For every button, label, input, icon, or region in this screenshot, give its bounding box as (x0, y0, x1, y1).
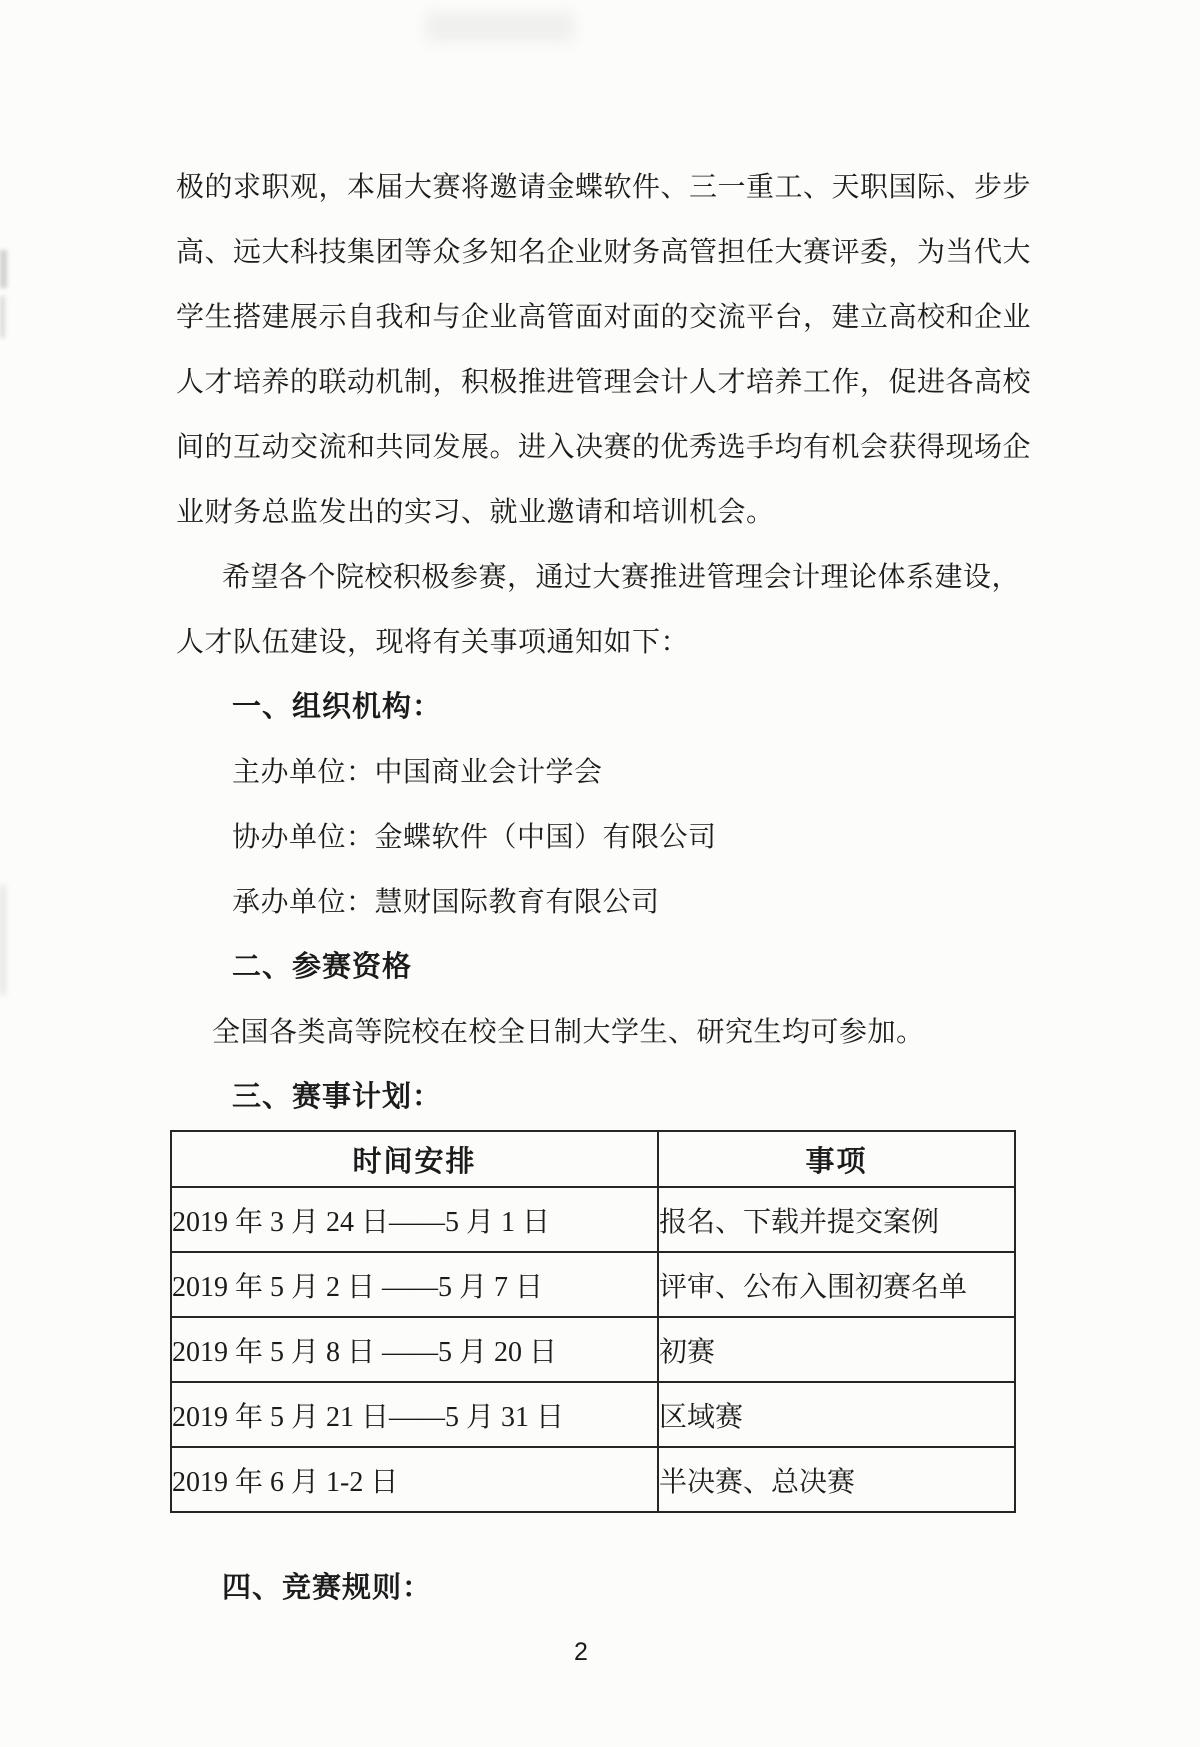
table-row (171, 1187, 1015, 1252)
section-heading-eligibility: 二、参赛资格 (232, 951, 413, 983)
section-heading-rules: 四、竞赛规则： (222, 1572, 433, 1604)
organizer-cohost: 协办单位：金蝶软件（中国）有限公司 (232, 822, 717, 853)
organizer-undertaker: 承办单位：慧财国际教育有限公司 (232, 887, 660, 918)
table-cell-time: 2019 年 3 月 24 日——5 月 1 日 (171, 1187, 658, 1252)
table-cell-event: 半决赛、总决赛 (658, 1447, 1015, 1512)
paragraph-line: 极的求职观，本届大赛将邀请金蝶软件、三一重工、天职国际、步步 (176, 172, 1032, 203)
table-cell-time: 2019 年 5 月 2 日 ——5 月 7 日 (171, 1252, 658, 1317)
scan-artifact (425, 12, 575, 42)
section-heading-organization: 一、组织机构： (232, 691, 443, 723)
table-row (171, 1382, 1015, 1447)
table-row (171, 1252, 1015, 1317)
table-cell-event: 初赛 (658, 1317, 1015, 1382)
table-header-row (171, 1131, 1015, 1187)
schedule-table (170, 1130, 1016, 1513)
table-row (171, 1317, 1015, 1382)
paragraph-line: 业财务总监发出的实习、就业邀请和培训机会。 (176, 497, 775, 528)
paragraph-line: 高、远大科技集团等众多知名企业财务高管担任大赛评委，为当代大 (176, 237, 1032, 268)
table-cell-event: 报名、下载并提交案例 (658, 1187, 1015, 1252)
paragraph-line: 人才培养的联动机制，积极推进管理会计人才培养工作，促进各高校 (176, 367, 1032, 398)
organizer-host: 主办单位：中国商业会计学会 (232, 757, 603, 788)
paragraph-line: 学生搭建展示自我和与企业高管面对面的交流平台，建立高校和企业 (176, 302, 1032, 333)
table-header-event: 事项 (658, 1131, 1015, 1187)
table-cell-event: 评审、公布入围初赛名单 (658, 1252, 1015, 1317)
paragraph-line: 人才队伍建设，现将有关事项通知如下： (176, 627, 690, 658)
table-row (171, 1447, 1015, 1512)
paragraph-line: 希望各个院校积极参赛，通过大赛推进管理会计理论体系建设， (222, 562, 1021, 593)
eligibility-text: 全国各类高等院校在校全日制大学生、研究生均可参加。 (212, 1017, 925, 1048)
table-cell-event: 区域赛 (658, 1382, 1015, 1447)
table-cell-time: 2019 年 5 月 21 日——5 月 31 日 (171, 1382, 658, 1447)
paragraph-line: 间的互动交流和共同发展。进入决赛的优秀选手均有机会获得现场企 (176, 432, 1032, 463)
document-body (0, 155, 1031, 1130)
table-header-time: 时间安排 (171, 1131, 658, 1187)
table-cell-time: 2019 年 6 月 1-2 日 (171, 1447, 658, 1512)
table-cell-time: 2019 年 5 月 8 日 ——5 月 20 日 (171, 1317, 658, 1382)
page-number: 2 (574, 1638, 588, 1666)
section-heading-schedule: 三、赛事计划： (232, 1081, 443, 1113)
